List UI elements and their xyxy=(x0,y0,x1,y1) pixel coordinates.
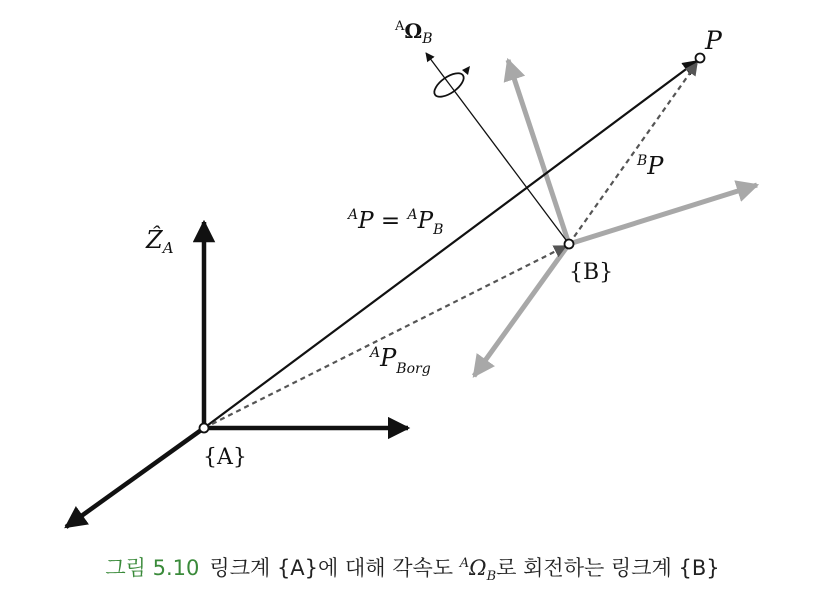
frame-b-axis-down xyxy=(474,244,569,376)
frame-a-axes xyxy=(66,222,408,527)
label-omega: $^A\Omega_B$ xyxy=(395,19,433,47)
label-vector-a-p-borg: $^AP_{Borg}$ xyxy=(370,344,431,377)
point-p xyxy=(696,54,705,63)
vector-a-p-borg xyxy=(204,246,566,428)
label-vector-a-p: $^AP = ^AP_B$ xyxy=(348,207,444,238)
rotation-arrow-icon xyxy=(430,66,470,101)
caption-figure-number: 그림 5.10 xyxy=(105,556,200,580)
label-vector-b-p: $^B$P xyxy=(637,152,664,180)
frame-b-axis-up xyxy=(508,60,569,244)
origin-a-point xyxy=(200,424,209,433)
label-z-hat: Ẑ$_A$ xyxy=(146,226,174,257)
label-frame-b: {B} xyxy=(569,260,614,285)
figure-caption xyxy=(0,552,825,584)
frame-b-axis-right xyxy=(569,185,757,244)
origin-b-point xyxy=(565,240,574,249)
frame-b-axes xyxy=(474,60,757,376)
label-point-p: P xyxy=(705,26,722,55)
label-frame-a: {A} xyxy=(203,445,247,470)
vector-b-p xyxy=(569,63,697,244)
frame-a-x-axis xyxy=(66,428,204,527)
caption-text-1: 링크계 {A}에 대해 각속도 xyxy=(209,556,460,580)
vector-a-p xyxy=(204,61,697,428)
angular-velocity-axis xyxy=(426,53,569,244)
caption-omega: $^A\Omega_B$ xyxy=(459,556,497,585)
caption-text-2: 로 회전하는 링크계 {B} xyxy=(496,556,720,580)
